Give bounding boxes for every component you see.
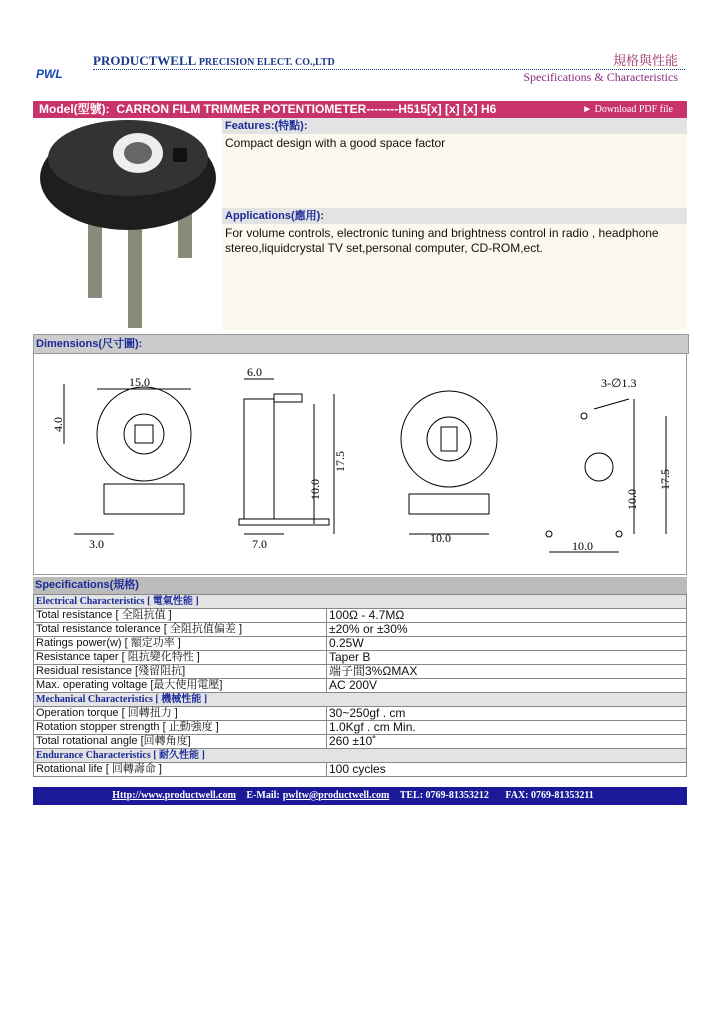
cn-title: 規格與性能 [612,53,678,68]
product-photo [33,118,222,330]
svg-text:PWL: PWL [36,67,63,81]
features-text: Compact design with a good space factor [225,136,446,150]
spec-row [34,763,687,777]
spec-name: Operation torque [ 回轉扭力 ] [34,707,327,721]
spec-row [34,721,687,735]
spec-value: 端子間3%ΩMAX [327,665,687,679]
dim-label: 10.0 [572,539,593,553]
model-bar [33,101,687,118]
fax: FAX: 0769-81353211 [505,790,594,801]
spec-name: Max. operating voltage [最大使用電壓] [34,679,327,693]
spec-row [34,707,687,721]
spec-category-title: Endurance Characteristics [ 耐久性能 ] [34,749,687,763]
company-logo [36,50,88,82]
spec-value: 0.25W [327,637,687,651]
dimensions-heading: Dimensions(尺寸圖): [33,334,689,354]
spec-category-title: Mechanical Characteristics [ 機械性能 ] [34,693,687,707]
dim-label: 6.0 [247,365,262,379]
spec-row [34,637,687,651]
spec-value: AC 200V [327,679,687,693]
dim-label: 15.0 [129,375,150,389]
spec-row [34,609,687,623]
spec-name: Residual resistance [殘留阻抗] [34,665,327,679]
footer-bar [33,787,687,805]
dim-label: 4.0 [51,417,65,432]
dim-label: 3-∅1.3 [601,376,637,390]
spec-value: 100 cycles [327,763,687,777]
spec-row [34,623,687,637]
model-name: Model(型號): CARRON FILM TRIMMER POTENTIOMETER--------H515[x] [x] [x] H6 [39,102,497,116]
specifications-section [33,577,687,805]
spec-value: Taper B [327,651,687,665]
dim-label: 17.5 [658,469,672,490]
dim-label: 7.0 [252,537,267,551]
website-link[interactable]: Http://www.productwell.com [112,790,236,801]
page-subtitle: Specifications & Characteristics [523,70,678,84]
spec-row [34,665,687,679]
dim-label: 3.0 [89,537,104,551]
dim-label: 10.0 [625,489,639,510]
email-label: E-Mail: [246,790,280,801]
applications-heading: Applications(應用): [222,208,687,224]
spec-category-row [34,749,687,763]
spec-name: Ratings power(w) [ 額定功率 ] [34,637,327,651]
spec-name: Resistance taper [ 阻抗變化特性 ] [34,651,327,665]
spec-category-title: Electrical Characteristics [ 電氣性能 ] [34,595,687,609]
spec-row [34,651,687,665]
dim-label: 10.0 [430,531,451,545]
specifications-heading: Specifications(規格) [33,577,687,594]
spec-value: 100Ω - 4.7MΩ [327,609,687,623]
spec-name: Total rotational angle [回轉角度] [34,735,327,749]
spec-name: Total resistance [ 全阻抗值 ] [34,609,327,623]
applications-text: For volume controls, electronic tuning and brightness control in radio , headphone stereo,liquidcrystal TV set,personal computer, CD-ROM,ect. [225,226,659,255]
spec-row [34,679,687,693]
tel: TEL: 0769-81353212 [399,790,489,801]
spec-category-row [34,595,687,609]
spec-value: 30~250gf . cm [327,707,687,721]
spec-row [34,735,687,749]
spec-value: ±20% or ±30% [327,623,687,637]
spec-name: Rotational life [ 回轉壽命 ] [34,763,327,777]
spec-value: 260 ±10˚ [327,735,687,749]
features-panel [222,118,687,330]
dim-label: 10.0 [308,479,322,500]
spec-name: Rotation stopper strength [ 止動強度 ] [34,721,327,735]
specifications-table [33,594,687,777]
email-link[interactable]: pwltw@productwell.com [282,790,390,801]
spec-name: Total resistance tolerance [ 全阻抗值偏差 ] [34,623,327,637]
features-heading: Features:(特點): [222,118,687,134]
spec-category-row [34,693,687,707]
dim-label: 17.5 [333,451,347,472]
dimension-drawing [33,353,687,575]
spec-value: 1.0Kgf . cm Min. [327,721,687,735]
company-name: PRODUCTWELL PRECISION ELECT. CO.,LTD [93,53,335,68]
download-pdf-link[interactable]: ► Download PDF file [582,104,673,115]
